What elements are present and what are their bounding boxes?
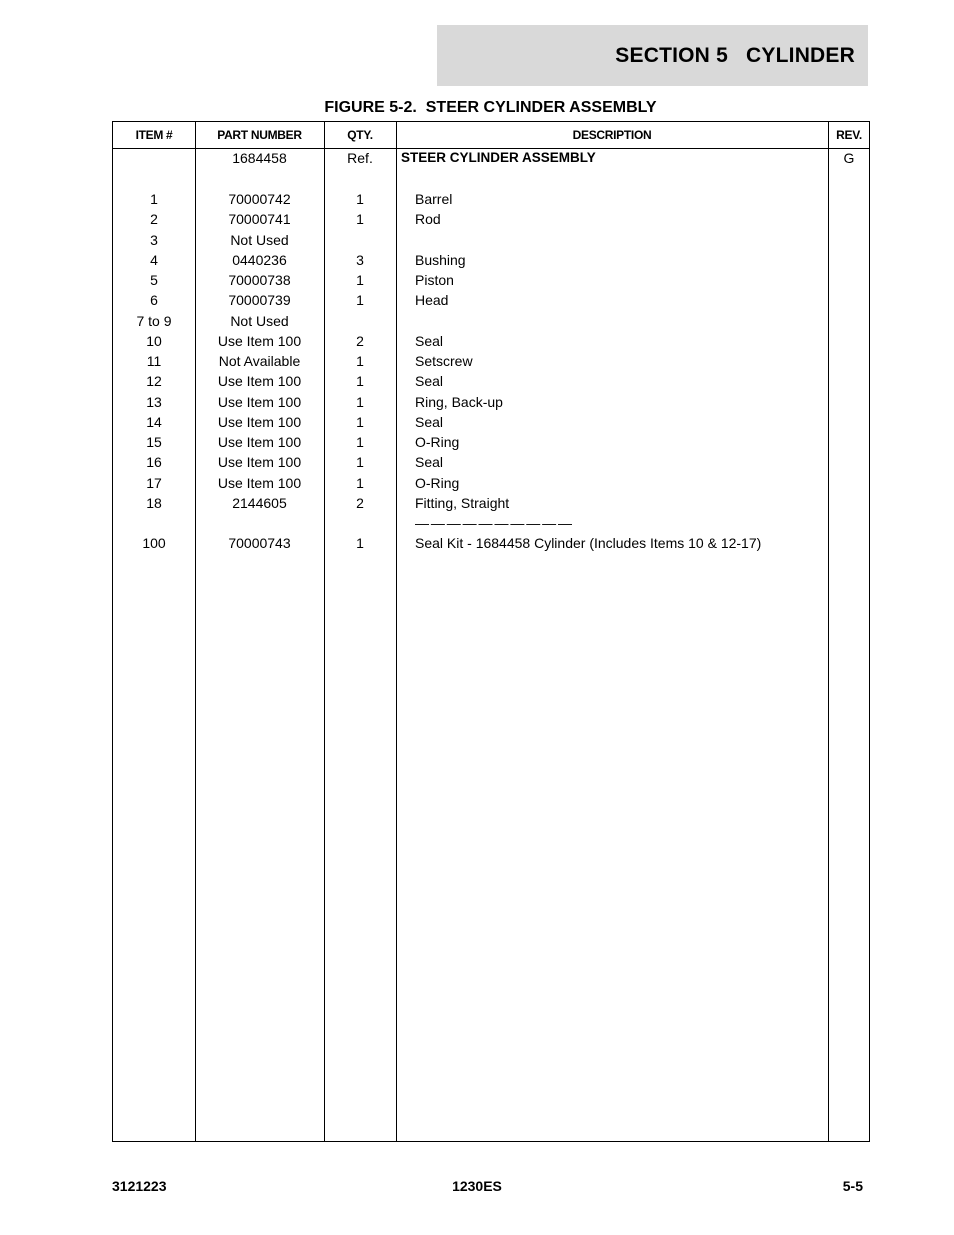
footer-page-number: 5-5	[842, 1178, 863, 1194]
quantity: 1	[356, 373, 364, 390]
table-row	[113, 250, 869, 270]
footer-doc-number: 3121223	[112, 1178, 167, 1194]
table-row	[113, 371, 869, 391]
part-number: 70000742	[228, 191, 291, 207]
column-header-item: ITEM #	[135, 128, 173, 142]
column-header-description: DESCRIPTION	[572, 128, 652, 142]
quantity: 1	[356, 292, 364, 309]
divider-row	[113, 513, 869, 533]
quantity: 1	[356, 535, 364, 551]
part-number: Use Item 100	[217, 393, 302, 410]
description: Seal Kit - 1684458 Cylinder (Includes Items 10 & 12-17)	[415, 535, 762, 551]
quantity: 1	[356, 353, 364, 369]
quantity: 1	[356, 474, 364, 491]
column-header-qty: QTY.	[347, 128, 373, 142]
description: STEER CYLINDER ASSEMBLY	[401, 150, 596, 165]
kit-row	[113, 533, 869, 553]
quantity: 1	[356, 191, 364, 207]
quantity: 1	[356, 413, 364, 430]
table-row	[113, 351, 869, 371]
part-number: Use Item 100	[217, 474, 302, 491]
item-number: 6	[150, 292, 158, 309]
part-number: 70000743	[228, 535, 291, 551]
table-row	[113, 473, 869, 493]
part-number: 70000741	[228, 211, 291, 228]
dash-divider: — — — — — — — — — —	[415, 515, 572, 531]
quantity: 1	[356, 211, 364, 228]
description: Piston	[415, 272, 454, 288]
column-header-part-number: PART NUMBER	[217, 128, 302, 142]
section-title: SECTION 5 CYLINDER	[615, 43, 855, 67]
quantity: 1	[356, 454, 364, 471]
item-number: 1	[150, 191, 158, 207]
description: Setscrew	[415, 353, 473, 369]
revision: G	[843, 150, 855, 166]
column-header-rev: REV.	[836, 128, 862, 142]
item-number: 3	[150, 231, 158, 248]
table-row	[113, 290, 869, 310]
table-row	[113, 392, 869, 412]
quantity: 1	[356, 434, 364, 450]
description: Rod	[415, 211, 441, 228]
item-number: 5	[150, 272, 158, 288]
table-row	[113, 230, 869, 250]
description: Head	[415, 292, 449, 309]
quantity: 1	[356, 393, 364, 410]
part-number: 1684458	[232, 150, 287, 166]
item-number: 100	[142, 535, 166, 551]
table-row	[113, 209, 869, 229]
quantity: Ref.	[347, 150, 373, 166]
item-number: 14	[146, 413, 162, 430]
part-number: Use Item 100	[217, 413, 302, 430]
part-number: Use Item 100	[217, 332, 302, 349]
description: Fitting, Straight	[415, 494, 510, 511]
table-row	[113, 270, 869, 290]
description: Bushing	[415, 251, 466, 268]
table-row	[113, 452, 869, 472]
table-row	[113, 412, 869, 432]
table-row	[113, 311, 869, 331]
description: Barrel	[415, 191, 453, 207]
quantity: 1	[356, 272, 364, 288]
table-row	[113, 331, 869, 351]
item-number: 15	[146, 434, 162, 450]
item-number: 10	[146, 332, 162, 349]
footer-model: 1230ES	[452, 1178, 502, 1194]
quantity: 2	[356, 332, 364, 349]
item-number: 2	[150, 211, 158, 228]
item-number: 11	[146, 353, 162, 369]
table-row	[113, 189, 869, 209]
part-number: Use Item 100	[217, 434, 302, 450]
item-number: 7 to 9	[136, 312, 172, 329]
part-number: Not Available	[218, 353, 301, 369]
part-number: Not Used	[230, 312, 289, 329]
description: Ring, Back-up	[415, 393, 503, 410]
part-number: Not Used	[230, 231, 289, 248]
section-header	[437, 25, 868, 86]
quantity: 2	[356, 494, 364, 511]
table-row	[113, 432, 869, 452]
part-number: 0440236	[232, 251, 287, 268]
description: Seal	[415, 332, 444, 349]
parts-table	[112, 121, 870, 1142]
item-number: 17	[146, 474, 162, 491]
part-number: Use Item 100	[217, 454, 302, 471]
description: O-Ring	[415, 434, 460, 450]
description: Seal	[415, 373, 444, 390]
description: O-Ring	[415, 474, 460, 491]
part-number: 70000738	[228, 272, 291, 288]
description: Seal	[415, 413, 444, 430]
quantity: 3	[356, 251, 364, 268]
description: Seal	[415, 454, 444, 471]
part-number: 70000739	[228, 292, 291, 309]
part-number: 2144605	[232, 494, 287, 511]
item-number: 18	[146, 494, 162, 511]
figure-title: FIGURE 5-2. STEER CYLINDER ASSEMBLY	[324, 99, 657, 116]
item-number: 16	[146, 454, 162, 471]
table-row	[113, 493, 869, 513]
item-number: 12	[146, 373, 162, 390]
item-number: 4	[150, 251, 158, 268]
assembly-row	[113, 148, 869, 168]
part-number: Use Item 100	[217, 373, 302, 390]
item-number: 13	[146, 393, 162, 410]
